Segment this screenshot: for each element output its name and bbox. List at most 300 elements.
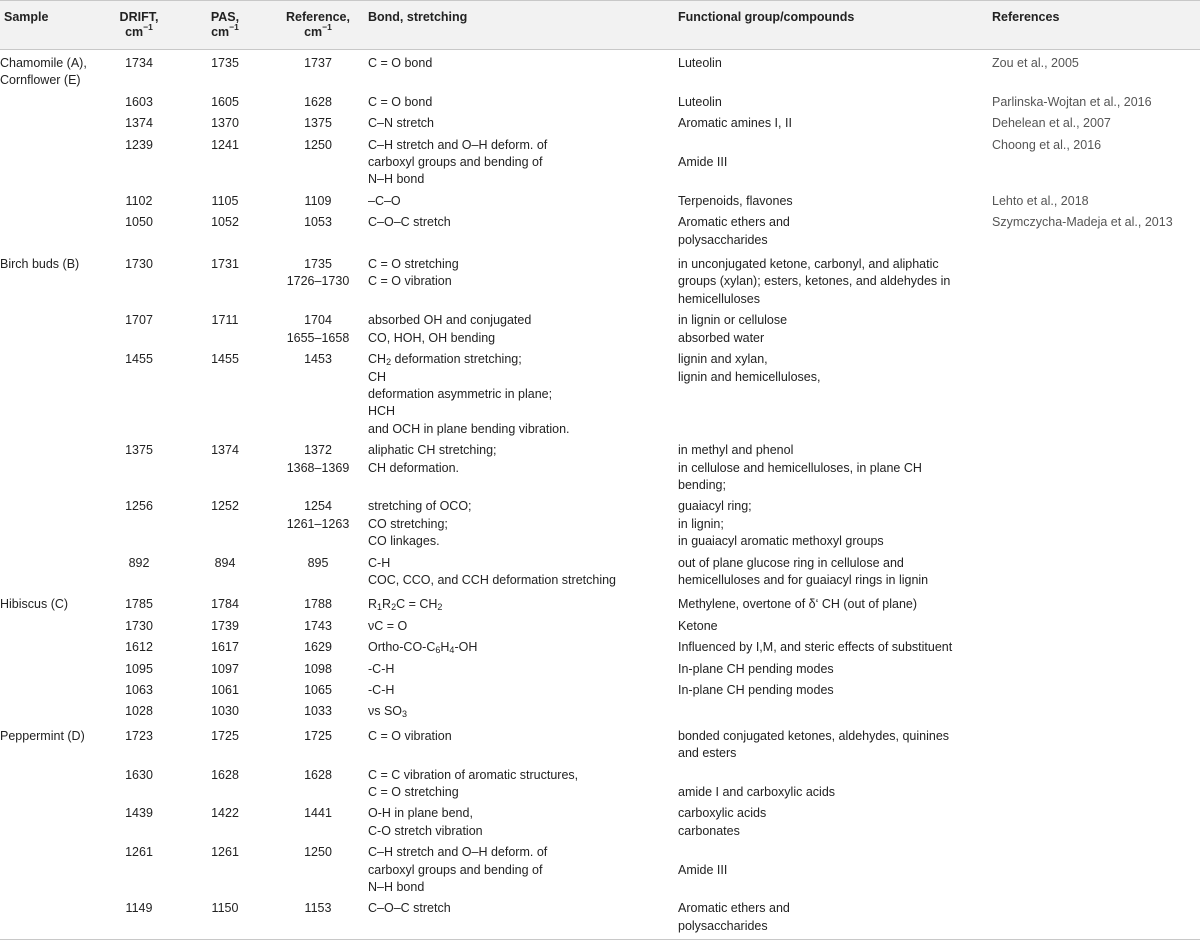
cell-pas: 1061 (211, 683, 239, 697)
cell-pas: 1605 (211, 94, 239, 109)
cell-line: Terpenoids, flavones (678, 193, 793, 208)
subscript: 4 (449, 645, 455, 656)
cell-line: Luteolin (678, 94, 722, 109)
cell-line: C = O stretching (368, 785, 459, 800)
cell-reference (272, 251, 364, 310)
cell-line: lignin and xylan, (678, 352, 768, 367)
cell-line: guaiacyl ring; (678, 499, 752, 514)
cell-reference (272, 803, 364, 842)
cell-sample (0, 842, 100, 898)
cell-drift: 1261 (125, 845, 153, 860)
cell-bond (364, 616, 674, 637)
cell-functional (674, 616, 984, 637)
cell-reference (272, 637, 364, 658)
cell-sample (0, 680, 100, 701)
cell-reference (272, 898, 364, 939)
cell-functional (674, 251, 984, 310)
table-row (0, 723, 1200, 765)
cell-line: N–H bond (368, 880, 425, 895)
cell-functional (674, 92, 984, 113)
cell-drift: 1730 (125, 618, 153, 633)
cell-references (984, 803, 1200, 842)
cell-pas: 1739 (211, 618, 239, 633)
table-row (0, 113, 1200, 134)
cell-line: 1065 (304, 683, 332, 697)
cell-pas: 1030 (211, 704, 239, 719)
cell-line: C–H stretch and O–H deform. of (368, 845, 548, 860)
cell-reference (272, 680, 364, 701)
cell-line: 1628 (304, 94, 332, 109)
header-bond: Bond, stretching (364, 1, 674, 50)
cell-functional (674, 349, 984, 440)
cell-drift: 1455 (125, 352, 153, 367)
cell-drift: 1095 (125, 661, 153, 676)
cell-references (984, 637, 1200, 658)
cell-line: C = O vibration (368, 728, 452, 743)
cell-line: 1743 (304, 618, 332, 633)
cell-references (984, 842, 1200, 898)
table-row (0, 251, 1200, 310)
cell-bond (364, 310, 674, 349)
cell-line: in guaiacyl aromatic methoxyl groups (678, 534, 884, 549)
cell-line: in lignin or cellulose (678, 313, 788, 328)
table-row (0, 591, 1200, 615)
cell-reference (272, 50, 364, 92)
table-row (0, 765, 1200, 804)
cell-sample (0, 723, 100, 765)
cell-sample (0, 251, 100, 310)
table-header (0, 1, 1200, 50)
bond-text: HCH (368, 404, 396, 419)
cell-line: out of plane glucose ring in cellulose and (678, 555, 904, 570)
cell-pas: 1241 (211, 137, 239, 152)
cell-pas: 1784 (211, 597, 239, 612)
cell-pas: 1374 (211, 443, 239, 458)
cell-reference (272, 113, 364, 134)
cell-sample (0, 553, 100, 592)
cell-sample (0, 803, 100, 842)
table-row (0, 135, 1200, 191)
table-row (0, 680, 1200, 701)
cell-line: Methylene, overtone of δ‘ CH (out of plane) (678, 597, 918, 612)
header-reference: Reference, $cm^{-1}$ (272, 1, 364, 50)
subscript: 2 (437, 602, 443, 613)
cell-line: 1368–1369 (286, 460, 350, 475)
cell-references (984, 135, 1200, 191)
cell-reference (272, 496, 364, 552)
cell-sample (0, 659, 100, 680)
formula-part: C = CH (396, 597, 438, 612)
formula-part: R (382, 597, 392, 612)
cell-reference (272, 349, 364, 440)
subscript: 3 (402, 709, 408, 720)
cell-line: lignin and hemicelluloses, (678, 369, 821, 384)
cell-references (984, 113, 1200, 134)
cell-sample (0, 637, 100, 658)
cell-pas: 1261 (211, 845, 239, 860)
cell-line: 1372 (304, 443, 332, 458)
cell-reference (272, 310, 364, 349)
cell-line: polysaccharides (678, 232, 768, 247)
cell-line: N–H bond (368, 172, 425, 187)
table-row (0, 92, 1200, 113)
header-pas: PAS, $cm^{-1}$ (178, 1, 272, 50)
cell-line: C = C vibration of aromatic structures, (368, 767, 579, 782)
cell-references (984, 191, 1200, 212)
cell-line (368, 596, 670, 613)
cell-sample (0, 701, 100, 722)
cell-line (678, 137, 980, 154)
cell-bond (364, 553, 674, 592)
cell-bond (364, 701, 674, 722)
formula-part: H (440, 640, 450, 655)
cell-line: C = O bond (368, 94, 433, 109)
table-row (0, 553, 1200, 592)
cell-line: in methyl and phenol (678, 443, 794, 458)
bond-text: deformation stretching; (391, 352, 522, 367)
bond-text: CH (368, 352, 387, 367)
cell-functional (674, 496, 984, 552)
cell-line: Lehto et al., 2018 (992, 193, 1089, 208)
cell-bond (364, 765, 674, 804)
cell-line: In-plane CH pending modes (678, 661, 834, 676)
cell-line: amide I and carboxylic acids (678, 785, 836, 800)
cell-line: 1628 (304, 767, 332, 782)
cell-reference (272, 616, 364, 637)
cell-drift: 1374 (125, 116, 153, 131)
cell-sample (0, 440, 100, 496)
header-references: References (984, 1, 1200, 50)
cell-line: In-plane CH pending modes (678, 683, 834, 697)
cell-line (368, 369, 670, 386)
header-functional: Functional group/compounds (674, 1, 984, 50)
cell-bond (364, 135, 674, 191)
table-row (0, 191, 1200, 212)
cell-sample (0, 191, 100, 212)
cell-pas: 894 (214, 555, 236, 570)
cell-line: absorbed OH and conjugated (368, 313, 532, 328)
formula-part: Ortho-CO-C (368, 640, 436, 655)
table-row (0, 50, 1200, 92)
subscript: 1 (377, 602, 383, 613)
cell-functional (674, 135, 984, 191)
cell-line: νC = O (368, 618, 408, 633)
cell-functional (674, 701, 984, 722)
cell-line: bending; (678, 477, 726, 492)
subscript: 2 (391, 602, 397, 613)
cell-line: and esters (678, 746, 737, 761)
cell-line: 1726–1730 (286, 274, 350, 289)
cell-line: CO, HOH, OH bending (368, 330, 496, 345)
cell-pas: 1711 (211, 313, 239, 328)
subscript: 6 (435, 645, 441, 656)
cell-line: Aromatic amines I, II (678, 116, 792, 131)
cell-pas: 1150 (211, 901, 239, 916)
cell-bond (364, 659, 674, 680)
cell-line: 1053 (304, 215, 332, 230)
cell-functional (674, 842, 984, 898)
cell-sample (0, 496, 100, 552)
cell-line: Zou et al., 2005 (992, 56, 1079, 70)
cell-bond (364, 212, 674, 251)
cell-line: absorbed water (678, 330, 765, 345)
cell-drift: 1063 (125, 683, 153, 697)
cell-line: C-H (368, 555, 391, 570)
subscript: 2 (386, 357, 392, 368)
cell-line: Ketone (678, 618, 718, 633)
cell-line: O-H in plane bend, (368, 806, 473, 821)
cell-line: 1098 (304, 661, 332, 676)
cell-pas: 1628 (211, 767, 239, 782)
cell-line: C–N stretch (368, 116, 434, 131)
cell-references (984, 251, 1200, 310)
cell-line: CH deformation. (368, 460, 460, 475)
table-row (0, 659, 1200, 680)
cell-bond (364, 803, 674, 842)
cell-drift: 1050 (125, 215, 153, 230)
cell-bond (364, 723, 674, 765)
cell-line: 1153 (304, 901, 332, 916)
cell-line: Chamomile (A), (0, 56, 87, 70)
cell-pas: 1731 (211, 257, 239, 272)
cell-sample (0, 50, 100, 92)
cell-reference (272, 842, 364, 898)
cell-pas: 1422 (211, 806, 239, 821)
cell-bond (364, 349, 674, 440)
cell-reference (272, 765, 364, 804)
cell-sample (0, 898, 100, 939)
cell-line: Dehelean et al., 2007 (992, 116, 1111, 131)
cell-functional (674, 553, 984, 592)
cell-line: COC, CCO, and CCH deformation stretching (368, 572, 617, 587)
cell-functional (674, 723, 984, 765)
cell-sample (0, 92, 100, 113)
cell-line: hemicelluloses and for guaiacyl rings in lignin (678, 572, 929, 587)
cell-line: Aromatic ethers and (678, 215, 790, 230)
table-row (0, 616, 1200, 637)
cell-line: Amide III (678, 155, 728, 170)
cell-bond (364, 496, 674, 552)
cell-functional (674, 591, 984, 615)
cell-line (368, 639, 670, 656)
cell-line: 1655–1658 (286, 330, 350, 345)
cell-reference (272, 591, 364, 615)
cell-sample (0, 765, 100, 804)
cell-references (984, 310, 1200, 349)
cell-references (984, 496, 1200, 552)
cell-line: C–O–C stretch (368, 215, 451, 230)
cell-line: –C–O (368, 193, 401, 208)
cell-drift: 1375 (125, 443, 153, 458)
cell-line: Szymczycha-Madeja et al., 2013 (992, 215, 1173, 230)
cell-line: Aromatic ethers and (678, 901, 790, 916)
cell-sample (0, 310, 100, 349)
cell-drift: 1612 (125, 640, 153, 655)
cell-sample (0, 135, 100, 191)
bond-text: CH (368, 369, 387, 384)
cell-line (368, 421, 670, 438)
cell-line: -C-H (368, 661, 395, 676)
cell-drift: 1603 (125, 94, 153, 109)
cell-line: hemicelluloses (678, 291, 760, 306)
cell-line: Choong et al., 2016 (992, 137, 1102, 152)
cell-functional (674, 803, 984, 842)
cell-drift: 1256 (125, 499, 153, 514)
cell-line: 895 (307, 555, 329, 570)
cell-drift: 1439 (125, 806, 153, 821)
cell-sample (0, 616, 100, 637)
cell-functional (674, 113, 984, 134)
cell-references (984, 701, 1200, 722)
cell-bond (364, 113, 674, 134)
cell-functional (674, 440, 984, 496)
cell-line: 1735 (304, 257, 332, 272)
cell-bond (364, 591, 674, 615)
cell-references (984, 349, 1200, 440)
cell-reference (272, 723, 364, 765)
cell-line: C = O stretching (368, 257, 459, 272)
cell-reference (272, 440, 364, 496)
cell-sample (0, 113, 100, 134)
table-row (0, 440, 1200, 496)
cell-functional (674, 765, 984, 804)
cell-line: in unconjugated ketone, carbonyl, and aliphatic (678, 257, 939, 272)
bond-text: and OCH in plane bending vibration. (368, 421, 570, 436)
cell-sample (0, 212, 100, 251)
cell-pas: 1105 (211, 193, 239, 208)
cell-bond (364, 898, 674, 939)
cell-reference (272, 553, 364, 592)
cell-sample (0, 349, 100, 440)
cell-functional (674, 50, 984, 92)
cell-functional (674, 310, 984, 349)
cell-line: 1109 (304, 193, 332, 208)
table-row (0, 310, 1200, 349)
cell-line: C–O–C stretch (368, 901, 451, 916)
cell-line: Amide III (678, 862, 728, 877)
cell-line: 1629 (304, 640, 332, 655)
cell-drift: 1734 (125, 56, 153, 70)
formula-part: νs SO (368, 704, 403, 719)
table-row (0, 803, 1200, 842)
cell-line: 1704 (304, 313, 332, 328)
cell-references (984, 723, 1200, 765)
cell-line: carboxyl groups and bending of (368, 862, 543, 877)
cell-functional (674, 898, 984, 939)
cell-functional (674, 191, 984, 212)
cell-drift: 1102 (125, 193, 153, 208)
cell-references (984, 591, 1200, 615)
cell-line: C = O vibration (368, 274, 452, 289)
table-row (0, 349, 1200, 440)
cell-line: Luteolin (678, 56, 722, 70)
cell-line: Influenced by I,M, and steric effects of substituent (678, 640, 953, 655)
formula-part: -OH (454, 640, 478, 655)
cell-reference (272, 135, 364, 191)
cell-references (984, 680, 1200, 701)
cell-pas: 1455 (211, 352, 239, 367)
table-row (0, 701, 1200, 722)
cell-line: carboxyl groups and bending of (368, 155, 543, 170)
cell-line: 1441 (304, 806, 332, 821)
cell-pas: 1052 (211, 215, 239, 230)
cell-functional (674, 680, 984, 701)
cell-line: 1375 (304, 116, 332, 131)
cell-references (984, 616, 1200, 637)
cell-line: carbonates (678, 823, 740, 838)
cell-line: 1737 (304, 56, 332, 70)
table-row (0, 842, 1200, 898)
cell-line: in lignin; (678, 516, 724, 531)
cell-sample (0, 591, 100, 615)
cell-reference (272, 191, 364, 212)
table-row (0, 898, 1200, 939)
cell-drift: 1730 (125, 257, 153, 272)
cell-bond (364, 637, 674, 658)
cell-line: polysaccharides (678, 918, 768, 933)
cell-line (678, 844, 980, 861)
header-drift: DRIFT, $cm^{-1}$ (100, 1, 178, 50)
cell-references (984, 440, 1200, 496)
cell-line: bonded conjugated ketones, aldehydes, quinines (678, 728, 950, 743)
cell-line: C-O stretch vibration (368, 823, 483, 838)
cell-drift: 1239 (125, 137, 153, 152)
cell-line: 1033 (304, 704, 332, 719)
formula-part: R (368, 597, 378, 612)
bond-text: deformation asymmetric in plane; (368, 386, 553, 401)
cell-bond (364, 440, 674, 496)
cell-pas: 1725 (211, 728, 239, 743)
cell-reference (272, 701, 364, 722)
cell-drift: 1785 (125, 597, 153, 612)
cell-line: stretching of OCO; (368, 499, 472, 514)
cell-pas: 1097 (211, 661, 239, 676)
cell-line: 1254 (304, 499, 332, 514)
cell-line: Cornflower (E) (0, 73, 81, 88)
cell-drift: 1149 (125, 901, 153, 916)
cell-functional (674, 637, 984, 658)
cell-line: C = O bond (368, 56, 433, 70)
cell-line: aliphatic CH stretching; (368, 443, 497, 458)
cell-pas: 1617 (211, 640, 239, 655)
cell-functional (674, 659, 984, 680)
cell-bond (364, 191, 674, 212)
cell-drift: 892 (128, 555, 150, 570)
cell-line: Parlinska-Wojtan et al., 2016 (992, 94, 1152, 109)
cell-reference (272, 659, 364, 680)
cell-line (678, 767, 980, 784)
cell-references (984, 50, 1200, 92)
cell-bond (364, 92, 674, 113)
cell-line: -C-H (368, 683, 395, 697)
cell-bond (364, 251, 674, 310)
cell-line: Birch buds (B) (0, 257, 80, 272)
cell-line (368, 403, 670, 420)
cell-line: 1250 (304, 137, 332, 152)
cell-references (984, 765, 1200, 804)
cell-line: Hibiscus (C) (0, 597, 69, 612)
cell-pas: 1735 (211, 56, 239, 70)
cell-references (984, 553, 1200, 592)
cell-reference (272, 92, 364, 113)
cell-line: carboxylic acids (678, 806, 767, 821)
cell-line: CO linkages. (368, 534, 440, 549)
cell-line: CO stretching; (368, 516, 448, 531)
cell-line (368, 351, 670, 368)
cell-pas: 1370 (211, 116, 239, 131)
cell-line: Peppermint (D) (0, 728, 85, 743)
cell-functional (674, 212, 984, 251)
